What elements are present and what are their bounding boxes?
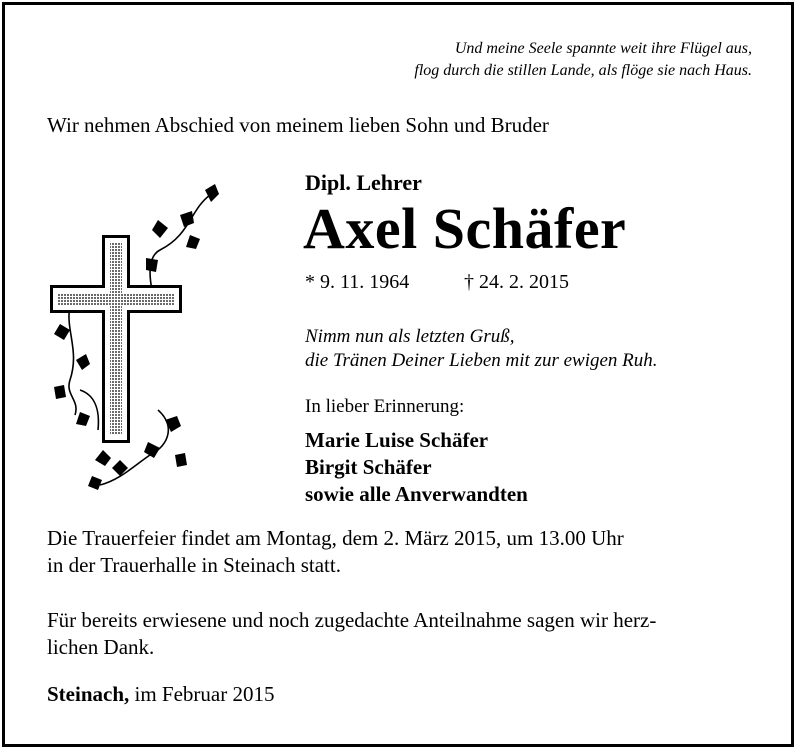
closing-date: im Februar 2015 [134, 682, 275, 706]
cross-with-ivy-icon [40, 180, 225, 500]
closing-place: Steinach, [47, 682, 130, 706]
funeral-line-1: Die Trauerfeier findet am Montag, dem 2. März 2015, um 13.00 Uhr [47, 526, 624, 550]
thanks-line-2: lichen Dank. [47, 635, 155, 659]
deceased-name: Axel Schäfer [303, 196, 627, 261]
verse-line-2: flog durch die stillen Lande, als flöge sie nach Haus. [414, 62, 752, 79]
mourner-1: Marie Luise Schäfer [305, 428, 489, 452]
mourner-2: Birgit Schäfer [305, 455, 432, 479]
quote-line-2: die Tränen Deiner Lieben mit zur ewigen Ruh. [305, 350, 658, 371]
deceased-title: Dipl. Lehrer [305, 170, 422, 195]
closing-line [47, 682, 275, 707]
birth-date: * 9. 11. 1964 [305, 271, 410, 293]
mourner-3: sowie alle Anverwandten [305, 482, 528, 506]
funeral-line-2: in der Trauerhalle in Steinach statt. [47, 553, 341, 577]
thanks-line-1: Für bereits erwiesene und noch zugedachte Anteilnahme sagen wir herz- [47, 608, 657, 632]
death-date: † 24. 2. 2015 [464, 271, 569, 293]
quote-line-1: Nimm nun als letzten Gruß, [305, 326, 515, 347]
intro-text: Wir nehmen Abschied von meinem lieben Sohn und Bruder [47, 113, 549, 137]
verse-line-1: Und meine Seele spannte weit ihre Flügel aus, [454, 40, 752, 57]
memory-label: In lieber Erinnerung: [305, 396, 465, 417]
